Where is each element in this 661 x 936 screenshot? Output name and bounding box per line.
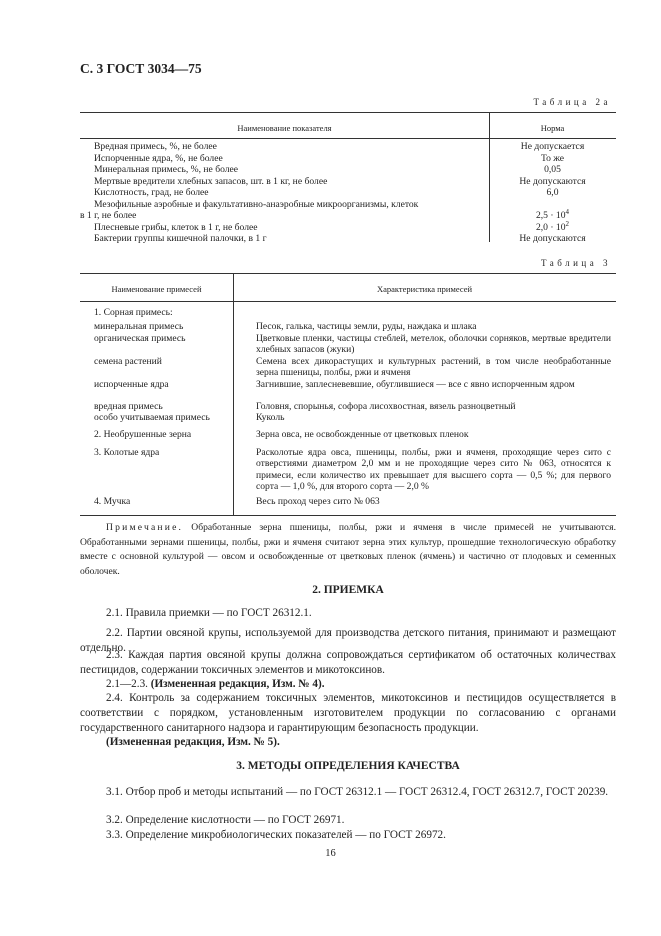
table-row: Плесневые грибы, клеток в 1 г, не более xyxy=(94,221,258,233)
value-exponent: 4 xyxy=(565,207,570,216)
page-header: С. 3 ГОСТ 3034—75 xyxy=(80,61,202,76)
table-2a-caption: Таблица 2а xyxy=(533,97,611,107)
table-row: Мезофильные аэробные и факультативно-анаэробные микроорганизмы, клеток xyxy=(94,198,419,210)
section-3-title: 3. МЕТОДЫ ОПРЕДЕЛЕНИЯ КАЧЕСТВА xyxy=(236,760,460,772)
table-cell-value xyxy=(489,219,616,234)
table-cell-desc: Семена всех дикорастущих и культурных растений, в том числе необработанные зерна пшеницы, полбы, ржи и ячменя xyxy=(256,356,611,379)
table-2a-values xyxy=(489,141,616,245)
table-note xyxy=(80,521,616,580)
table-3-header-name: Наименование примесей xyxy=(111,284,202,294)
paragraph-3-2: 3.2. Определение кислотности — по ГОСТ 26971. xyxy=(106,814,345,826)
table-2a-top-border xyxy=(80,112,616,113)
table-cell-value: Не допускаются xyxy=(519,175,586,187)
table-row: минеральная примесь xyxy=(94,321,184,332)
table-2a-header-name: Наименование показателя xyxy=(237,123,332,133)
table-row: органическая примесь xyxy=(94,333,186,344)
amendment-5-note: (Измененная редакция, Изм. № 5). xyxy=(106,736,280,748)
table-2a-header-norm: Норма xyxy=(540,123,565,133)
table-row: Бактерии группы кишечной палочки, в 1 г xyxy=(94,233,267,244)
page-number: 16 xyxy=(325,848,336,859)
table-row: вредная примесь xyxy=(94,401,163,412)
table-3-bottom-border xyxy=(80,515,616,516)
table-cell-value xyxy=(489,207,616,222)
table-row: 3. Колотые ядра xyxy=(94,447,160,458)
paragraph-2-1: 2.1. Правила приемки — по ГОСТ 26312.1. xyxy=(106,607,312,619)
paragraph-amendment-4 xyxy=(80,677,616,692)
table-3-header-desc: Характеристика примесей xyxy=(376,284,473,294)
table-cell-desc: Загнившие, заплесневевшие, обуглившиеся — все с явно испорченным ядром xyxy=(256,379,575,390)
table-row: Минеральная примесь, %, не более xyxy=(94,164,239,175)
table-cell-value: 6,0 xyxy=(546,187,559,198)
value-base: 2,0 · 10 xyxy=(535,221,566,233)
table-3-header-border xyxy=(80,301,616,302)
value-base: 2,5 · 10 xyxy=(535,210,566,221)
table-cell-desc: Куколь xyxy=(256,412,285,423)
table-row: семена растений xyxy=(94,356,162,367)
table-row: Мертвые вредители хлебных запасов, шт. в 1 кг, не более xyxy=(94,175,328,187)
table-cell-desc: Расколотые ядра овса, пшеницы, полбы, ржи и ячменя, проходящие через сито с отверстиями диаметром 2,0 мм и не проходящие через сито № 063, относятся к примеси, если количество их превышает для высшего сорта — 0,5 %; для первого сорта — 1,0 %, для второго сорта — 2,0 % xyxy=(256,447,611,492)
section-2-title: 2. ПРИЕМКА xyxy=(312,584,384,596)
table-3-caption: Таблица 3 xyxy=(541,258,611,268)
table-2a-names xyxy=(80,141,489,245)
value-exponent: 2 xyxy=(565,219,570,228)
amendment-range: 2.1—2.3. xyxy=(106,678,148,690)
table-cell-value: 0,05 xyxy=(544,164,561,175)
table-row: 2. Необрушенные зерна xyxy=(94,429,192,440)
paragraph-2-2: 2.2. Партии овсяной крупы, используемой для производства детского питания, принимают и размещают отдельно. xyxy=(80,627,616,654)
table-row: испорченные ядра xyxy=(94,379,169,390)
table-cell-desc: Весь проход через сито № 063 xyxy=(256,496,380,507)
table-cell-value: То же xyxy=(540,152,565,164)
table-row: Вредная примесь, %, не более xyxy=(94,141,217,152)
paragraph-2-4: 2.4. Контроль за содержанием токсичных элементов, микотоксинов и пестицидов осуществляется в соответствии с порядком, установленным изготовителем продукции по согласованию с органами государственного санитарного надзора и гарантирующим безопасность продукции. xyxy=(80,692,616,734)
table-2a-header-border xyxy=(80,138,616,139)
table-cell-desc: Головня, спорынья, софора лисохвостная, вязель разноцветный xyxy=(256,401,516,412)
note-text: Обработанные зерна пшеницы, полбы, ржи и ячменя в числе примесей не учитываются. Обработанными зернами пшеницы, полбы, ржи и ячменя считают зерна этих культур, прошедшие технологическую обработку вместе с основной культурой — овсом и освобожденные от цветковых пленок (ячмень) и частично от плодовых и семенных оболочек. xyxy=(80,522,616,578)
table-cell-desc: Зерна овса, не освобожденные от цветковых пленок xyxy=(256,429,469,440)
table-cell-value: Не допускается xyxy=(520,141,585,152)
table-row: Испорченные ядра, %, не более xyxy=(94,152,223,164)
note-label: Примечание. xyxy=(106,522,184,533)
table-row: в 1 г, не более xyxy=(80,210,137,221)
table-3-column-divider xyxy=(233,273,234,515)
table-3-top-border xyxy=(80,273,616,274)
table-cell-desc: Песок, галька, частицы земли, руды, наждака и шлака xyxy=(256,321,477,332)
table-cell-value xyxy=(489,199,616,211)
table-row: 1. Сорная примесь: xyxy=(94,307,173,318)
table-row: особо учитываемая примесь xyxy=(94,412,210,423)
table-row: Кислотность, град, не более xyxy=(94,187,209,198)
table-cell-value: Не допускаются xyxy=(519,233,586,244)
paragraph-3-3: 3.3. Определение микробиологических показателей — по ГОСТ 26972. xyxy=(106,829,446,841)
amendment-note: (Измененная редакция, Изм. № 4). xyxy=(150,678,325,690)
table-cell-desc: Цветковые пленки, частицы стеблей, метелок, оболочки сорняков, мертвые вредители хлебных запасов (жуки) xyxy=(256,333,611,356)
table-row: 4. Мучка xyxy=(94,496,131,507)
paragraph-3-1: 3.1. Отбор проб и методы испытаний — по ГОСТ 26312.1 — ГОСТ 26312.4, ГОСТ 26312.7, ГОСТ 20239. xyxy=(106,786,609,798)
paragraph-2-3: 2.3. Каждая партия овсяной крупы должна сопровождаться сертификатом об остаточных количествах пестицидов, содержании токсичных элементов и микотоксинов. xyxy=(80,649,616,676)
